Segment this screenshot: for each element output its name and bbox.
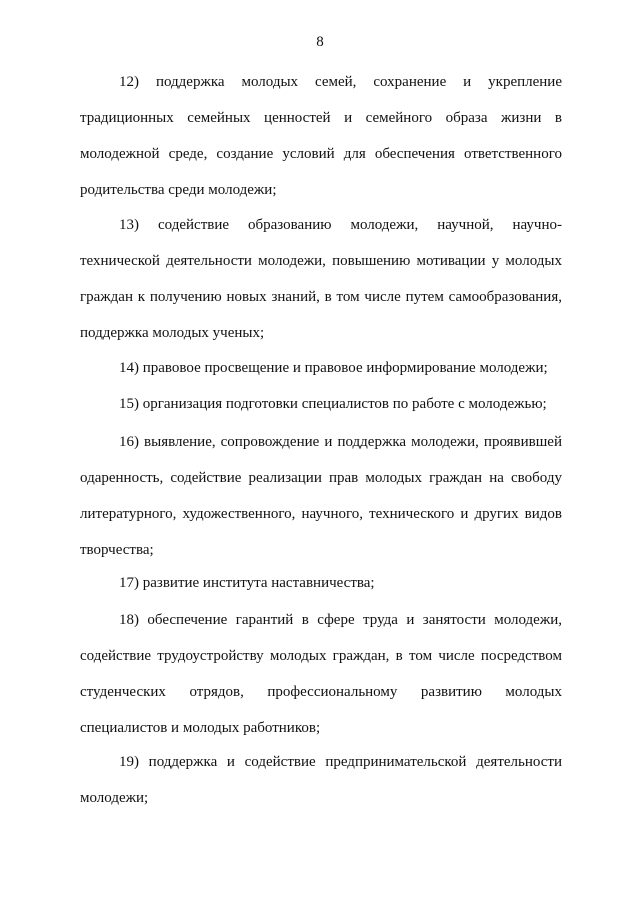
list-item-18: 18) обеспечение гарантий в сфере труда и занятости молодежи, содействие трудоустройству молодых граждан, в том числе посредством студенческих отрядов, профессиональному развитию молодых специалистов и молодых работников; <box>80 612 562 736</box>
list-item-13: 13) содействие образованию молодежи, научной, научно-технической деятельности молодежи, повышению мотивации у молодых граждан к получению новых знаний, в том числе путем самообразования, поддержка молодых ученых; <box>80 217 562 341</box>
list-item-17: 17) развитие института наставничества; <box>119 575 375 591</box>
list-item-15: 15) организация подготовки специалистов по работе с молодежью; <box>119 396 547 412</box>
page-number: 8 <box>316 34 324 50</box>
list-item-19: 19) поддержка и содействие предпринимательской деятельности молодежи; <box>80 754 562 806</box>
list-item-16: 16) выявление, сопровождение и поддержка молодежи, проявившей одаренность, содействие реализации прав молодых граждан на свободу литературного, художественного, научного, технического и других видов творчества; <box>80 434 562 558</box>
list-item-12: 12) поддержка молодых семей, сохранение и укрепление традиционных семейных ценностей и семейного образа жизни в молодежной среде, создание условий для обеспечения ответственного родительства среди молодежи; <box>80 74 562 198</box>
list-item-14: 14) правовое просвещение и правовое информирование молодежи; <box>119 360 548 376</box>
